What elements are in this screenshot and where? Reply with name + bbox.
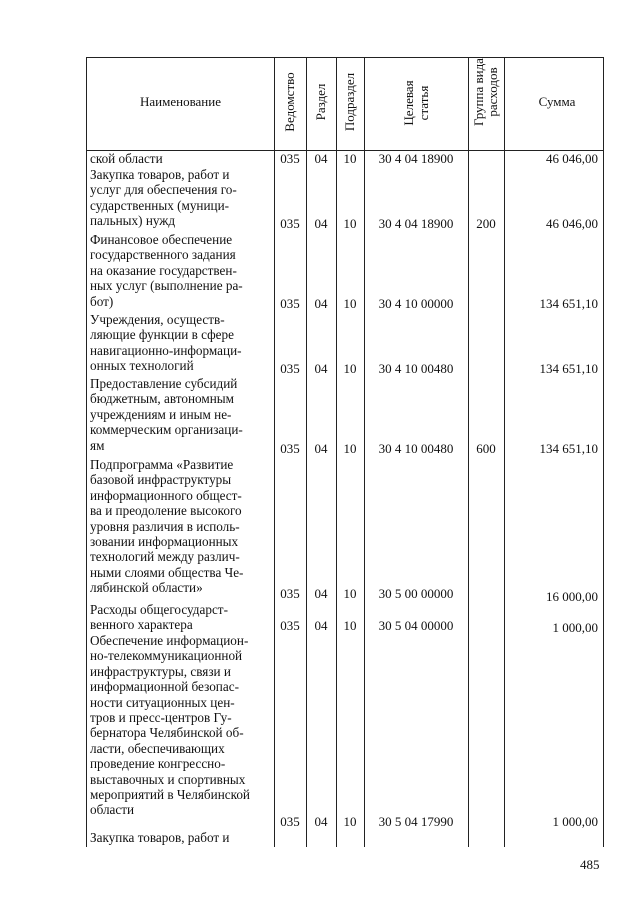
header-celevaya	[401, 63, 431, 143]
row-name: Закупка товаров, работ и	[90, 830, 230, 845]
row-podrazdel: 10	[343, 586, 357, 601]
row-sum: 134 651,10	[539, 361, 598, 376]
row-name: Подпрограмма «Развитие базовой инфраструктуры информационного общест- ва и преодоление высокого уровня различия в исполь- зовании информационных технологий между различ- ными слоями общества Че- лябинской области»	[90, 457, 244, 596]
row-name: Расходы общегосударст- венного характера	[90, 602, 228, 633]
header-gruppa	[472, 51, 500, 133]
row-podrazdel: 10	[343, 296, 357, 311]
row-name: ской области	[90, 151, 163, 166]
row-razdel: 04	[314, 814, 328, 829]
row-celevaya: 30 5 04 17990	[378, 814, 454, 829]
row-gruppa: 600	[476, 441, 496, 456]
row-razdel: 04	[314, 441, 328, 456]
col-border-left	[86, 57, 87, 847]
row-podrazdel: 10	[343, 216, 357, 231]
row-vedomstvo: 035	[280, 618, 300, 633]
row-celevaya: 30 4 04 18900	[378, 151, 454, 166]
row-vedomstvo: 035	[280, 216, 300, 231]
header-name: Наименование	[140, 94, 221, 109]
row-name: Финансовое обеспечение государственного задания на оказание государствен- ных услуг (выполнение ра- бот)	[90, 232, 243, 309]
row-podrazdel: 10	[343, 151, 357, 166]
row-vedomstvo: 035	[280, 441, 300, 456]
row-sum: 134 651,10	[539, 441, 598, 456]
row-celevaya: 30 4 10 00000	[378, 296, 454, 311]
row-gruppa: 200	[476, 216, 496, 231]
row-vedomstvo: 035	[280, 151, 300, 166]
row-sum: 46 046,00	[546, 216, 598, 231]
row-razdel: 04	[314, 618, 328, 633]
row-sum: 46 046,00	[546, 151, 598, 166]
row-razdel: 04	[314, 216, 328, 231]
row-name: Учреждения, осуществ- ляющие функции в сфере навигационно-информаци- онных технологий	[90, 312, 242, 374]
row-name: Обеспечение информацион- но-телекоммуникационной инфраструктуры, связи и информационной безопас- ности ситуационных цен- тров и пресс-центров Гу- бернатора Челябинской об- ласти, обеспечивающих проведение конгрессно- выставочных и спортивных мероприятий в Челябинской области	[90, 633, 250, 818]
row-podrazdel: 10	[343, 441, 357, 456]
row-celevaya: 30 5 04 00000	[378, 618, 454, 633]
row-sum: 134 651,10	[539, 296, 598, 311]
row-celevaya: 30 4 10 00480	[378, 441, 454, 456]
header-vedomstvo: Ведомство	[282, 72, 297, 132]
header-podrazdel: Подраздел	[342, 72, 357, 132]
row-vedomstvo: 035	[280, 814, 300, 829]
row-vedomstvo: 035	[280, 361, 300, 376]
row-razdel: 04	[314, 151, 328, 166]
row-name: Предоставление субсидий бюджетным, автономным учреждениям и иным не- коммерческим организаци- ям	[90, 376, 243, 453]
row-vedomstvo: 035	[280, 296, 300, 311]
header-gruppa-text: Группа вида расходов	[471, 58, 500, 126]
col-border-right	[603, 57, 604, 847]
page-number: 485	[580, 857, 600, 872]
row-celevaya: 30 5 00 00000	[378, 586, 454, 601]
header-razdel: Раздел	[313, 83, 328, 121]
row-razdel: 04	[314, 361, 328, 376]
row-razdel: 04	[314, 586, 328, 601]
row-sum: 1 000,00	[552, 814, 598, 829]
row-celevaya: 30 4 10 00480	[378, 361, 454, 376]
header-celevaya-text: Целевая статья	[401, 80, 431, 126]
row-podrazdel: 10	[343, 814, 357, 829]
row-vedomstvo: 035	[280, 586, 300, 601]
row-sum: 16 000,00	[546, 589, 598, 604]
header-sum: Сумма	[538, 94, 576, 109]
row-name: Закупка товаров, работ и услуг для обеспечения го- сударственных (муници- пальных) нужд	[90, 167, 237, 229]
row-podrazdel: 10	[343, 361, 357, 376]
row-podrazdel: 10	[343, 618, 357, 633]
row-celevaya: 30 4 04 18900	[378, 216, 454, 231]
row-razdel: 04	[314, 296, 328, 311]
row-sum: 1 000,00	[552, 620, 598, 635]
